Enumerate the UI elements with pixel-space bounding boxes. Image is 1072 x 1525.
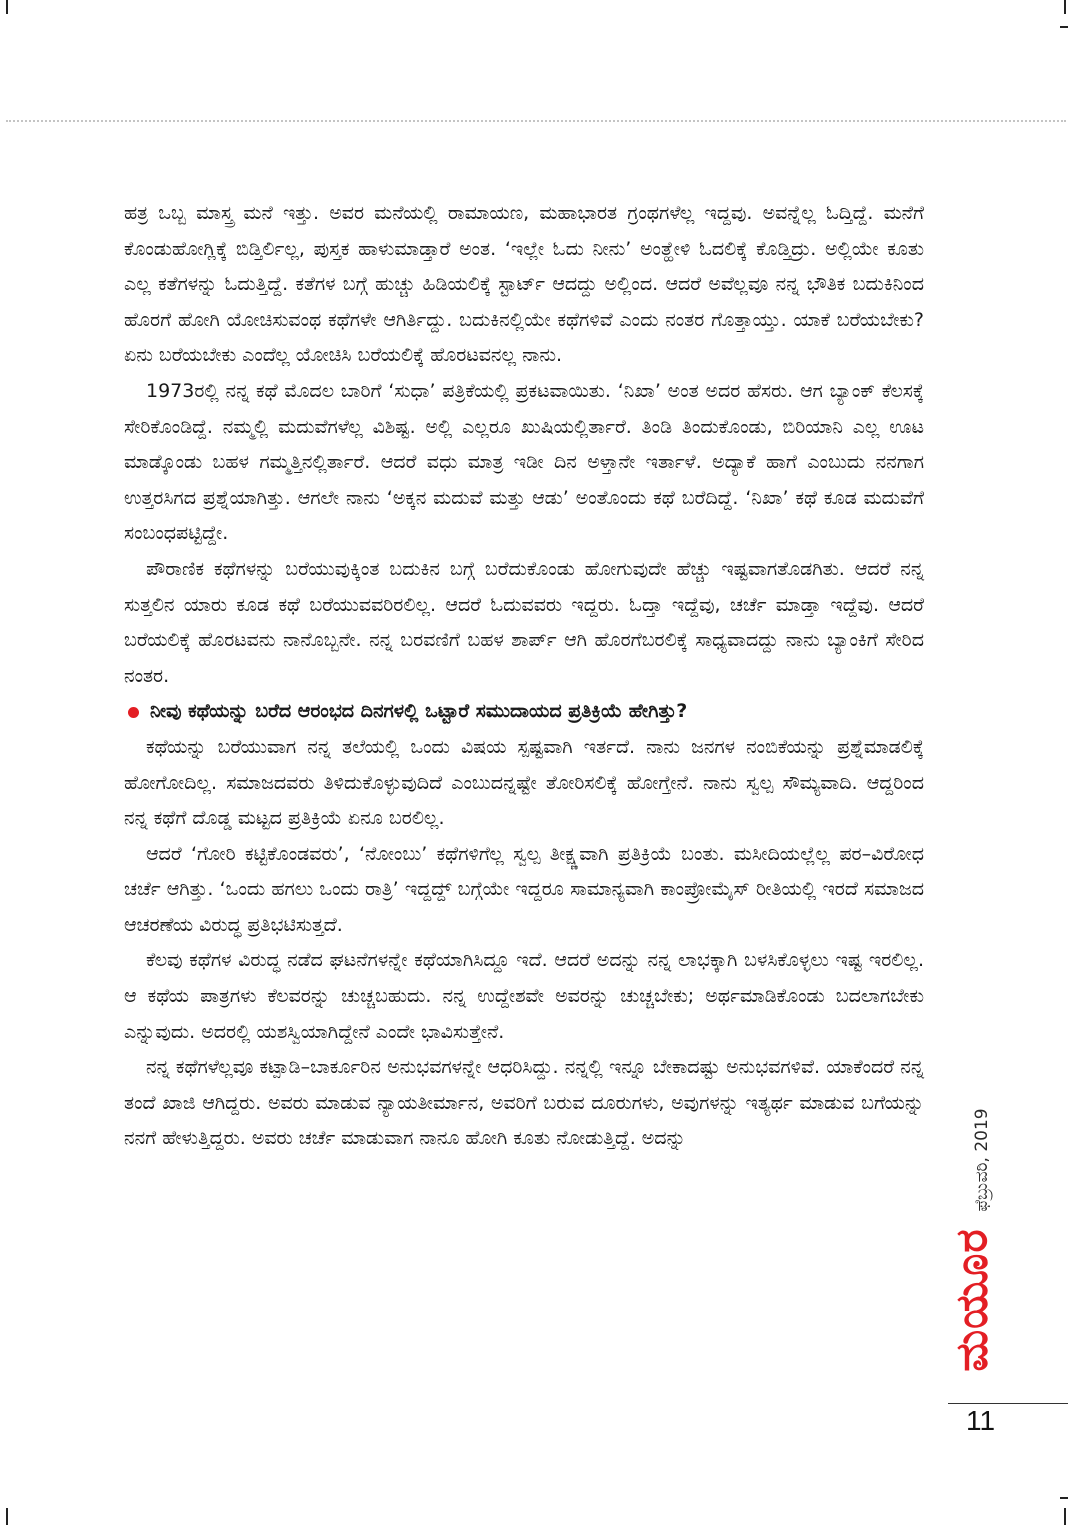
article-body (124, 196, 924, 1157)
page-number: 11 (966, 1405, 996, 1436)
crop-mark-bottom-left (6, 1508, 8, 1525)
answer-paragraph: ಕೆಲವು ಕಥೆಗಳ ವಿರುದ್ಧ ನಡೆದ ಘಟನೆಗಳನ್ನೇ ಕಥೆಯಾಗಿಸಿದ್ದೂ ಇದೆ. ಆದರೆ ಅದನ್ನು ನನ್ನ ಲಾಭಕ್ಕಾಗಿ ಬಳಸಿಕೊಳ್ಳಲು ಇಷ್ಟ ಇರಲಿಲ್ಲ. ಆ ಕಥೆಯ ಪಾತ್ರಗಳು ಕೆಲವರನ್ನು ಚುಚ್ಚಬಹುದು. ನನ್ನ ಉದ್ದೇಶವೇ ಅವರನ್ನು ಚುಚ್ಚಬೇಕು; ಅರ್ಥಮಾಡಿಕೊಂಡು ಬದಲಾಗಬೇಕು ಎನ್ನುವುದು. ಅದರಲ್ಲಿ ಯಶಸ್ವಿಯಾಗಿದ್ದೇನೆ ಎಂದೇ ಭಾವಿಸುತ್ತೇನೆ. (124, 949, 924, 1043)
magazine-logo: ಮಯೂರ (946, 1228, 998, 1372)
header-dotted-rule (6, 120, 1066, 122)
paragraph: ಹತ್ರ ಒಬ್ಬ ಮಾಸ್ತ್ರ ಮನೆ ಇತ್ತು. ಅವರ ಮನೆಯಲ್ಲಿ ರಾಮಾಯಣ, ಮಹಾಭಾರತ ಗ್ರಂಥಗಳೆಲ್ಲ ಇದ್ದವು. ಅವನ್ನೆಲ್ಲ ಓದ್ತಿದ್ದೆ. ಮನೆಗೆ ಕೊಂಡುಹೋಗ್ಲಿಕ್ಕೆ ಬಿಡ್ತಿರ್ಲಿಲ್ಲ, ಪುಸ್ತಕ ಹಾಳುಮಾಡ್ತಾರೆ ಅಂತ. ‘ಇಲ್ಲೇ ಓದು ನೀನು’ ಅಂತ್ಹೇಳಿ ಓದಲಿಕ್ಕೆ ಕೊಡ್ತಿದ್ರು. ಅಲ್ಲಿಯೇ ಕೂತು ಎಲ್ಲ ಕತೆಗಳನ್ನು ಓದುತ್ತಿದ್ದೆ. ಕತೆಗಳ ಬಗ್ಗೆ ಹುಚ್ಚು ಹಿಡಿಯಲಿಕ್ಕೆ ಸ್ಟಾರ್ಟ್ ಆದದ್ದು ಅಲ್ಲಿಂದ. ಆದರೆ ಅವೆಲ್ಲವೂ ನನ್ನ ಭೌತಿಕ ಬದುಕಿನಿಂದ ಹೊರಗೆ ಹೋಗಿ ಯೋಚಿಸುವಂಥ ಕಥೆಗಳೇ ಆಗಿರ್ತಿದ್ದು. ಬದುಕಿನಲ್ಲಿಯೇ ಕಥೆಗಳಿವೆ ಎಂದು ನಂತರ ಗೊತ್ತಾಯ್ತು. ಯಾಕೆ ಬರೆಯಬೇಕು? ಏನು ಬರೆಯಬೇಕು ಎಂದೆಲ್ಲ ಯೋಚಿಸಿ ಬರೆಯಲಿಕ್ಕೆ ಹೊರಟವನಲ್ಲ ನಾನು. (124, 202, 924, 367)
issue-date: ಫೆಬ್ರುವರಿ, 2019 (972, 1108, 992, 1212)
interview-question (124, 694, 924, 730)
page-number-rule (948, 1403, 1068, 1404)
answer-paragraph: ಆದರೆ ‘ಗೋರಿ ಕಟ್ಟಿಕೊಂಡವರು’, ‘ನೋಂಬು’ ಕಥೆಗಳಿಗೆಲ್ಲ ಸ್ವಲ್ಪ ತೀಕ್ಷ್ಣವಾಗಿ ಪ್ರತಿಕ್ರಿಯೆ ಬಂತು. ಮಸೀದಿಯಲ್ಲೆಲ್ಲ ಪರ–ವಿರೋಧ ಚರ್ಚೆ ಆಗಿತ್ತು. ‘ಒಂದು ಹಗಲು ಒಂದು ರಾತ್ರಿ’ ಇದ್ದದ್ದ್ ಬಗ್ಗೆಯೇ ಇದ್ದರೂ ಸಾಮಾನ್ಯವಾಗಿ ಕಾಂಪ್ರೋಮೈಸ್ ರೀತಿಯಲ್ಲಿ ಇರದೆ ಸಮಾಜದ ಆಚರಣೆಯ ವಿರುದ್ಧ ಪ್ರತಿಭಟಿಸುತ್ತದೆ. (124, 842, 924, 936)
crop-mark-bottom-right (1064, 1508, 1066, 1525)
paragraph: ಪೌರಾಣಿಕ ಕಥೆಗಳನ್ನು ಬರೆಯುವುಕ್ಕಿಂತ ಬದುಕಿನ ಬಗ್ಗೆ ಬರೆದುಕೊಂಡು ಹೋಗುವುದೇ ಹೆಚ್ಚು ಇಷ್ಟವಾಗತೊಡಗಿತು. ಆದರೆ ನನ್ನ ಸುತ್ತಲಿನ ಯಾರು ಕೂಡ ಕಥೆ ಬರೆಯುವವರಿರಲಿಲ್ಲ. ಆದರೆ ಓದುವವರು ಇದ್ದರು. ಓದ್ತಾ ಇದ್ದೆವು, ಚರ್ಚೆ ಮಾಡ್ತಾ ಇದ್ದೆವು. ಆದರೆ ಬರೆಯಲಿಕ್ಕೆ ಹೊರಟವನು ನಾನೊಬ್ಬನೇ. ನನ್ನ ಬರವಣಿಗೆ ಬಹಳ ಶಾರ್ಪ್ ಆಗಿ ಹೊರಗೆಬರಲಿಕ್ಕೆ ಸಾಧ್ಯವಾದದ್ದು ನಾನು ಬ್ಯಾಂಕಿಗೆ ಸೇರಿದ ನಂತರ. (124, 557, 924, 687)
crop-mark-right-upper (1060, 26, 1068, 28)
paragraph: 1973ರಲ್ಲಿ ನನ್ನ ಕಥೆ ಮೊದಲ ಬಾರಿಗೆ ‘ಸುಧಾ’ ಪತ್ರಿಕೆಯಲ್ಲಿ ಪ್ರಕಟವಾಯಿತು. ‘ನಿಖಾ’ ಅಂತ ಅದರ ಹೆಸರು. ಆಗ ಬ್ಯಾಂಕ್ ಕೆಲಸಕ್ಕೆ ಸೇರಿಕೊಂಡಿದ್ದೆ. ನಮ್ಮಲ್ಲಿ ಮದುವೆಗಳೆಲ್ಲ ವಿಶಿಷ್ಟ. ಅಲ್ಲಿ ಎಲ್ಲರೂ ಖುಷಿಯಲ್ಲಿರ್ತಾರೆ. ತಿಂಡಿ ತಿಂದುಕೊಂಡು, ಬಿರಿಯಾನಿ ಎಲ್ಲ ಊಟ ಮಾಡ್ಕೊಂಡು ಬಹಳ ಗಮ್ಮತ್ತಿನಲ್ಲಿರ್ತಾರೆ. ಆದರೆ ವಧು ಮಾತ್ರ ಇಡೀ ದಿನ ಅಳ್ತಾನೇ ಇರ್ತಾಳೆ. ಅದ್ಯಾಕೆ ಹಾಗೆ ಎಂಬುದು ನನಗಾಗ ಉತ್ತರಸಿಗದ ಪ್ರಶ್ನೆಯಾಗಿತ್ತು. ಆಗಲೇ ನಾನು ‘ಅಕ್ಕನ ಮದುವೆ ಮತ್ತು ಆಡು’ ಅಂತೊಂದು ಕಥೆ ಬರೆದಿದ್ದೆ. ‘ನಿಖಾ’ ಕಥೆ ಕೂಡ ಮದುವೆಗೆ ಸಂಬಂಧಪಟ್ಟಿದ್ದೇ. (124, 379, 924, 545)
red-bullet-icon (128, 707, 139, 718)
answer-paragraph: ನನ್ನ ಕಥೆಗಳೆಲ್ಲವೂ ಕಟ್ಪಾಡಿ–ಬಾರ್ಕೂರಿನ ಅನುಭವಗಳನ್ನೇ ಆಧರಿಸಿದ್ದು. ನನ್ನಲ್ಲಿ ಇನ್ನೂ ಬೇಕಾದಷ್ಟು ಅನುಭವಗಳಿವೆ. ಯಾಕೆಂದರೆ ನನ್ನ ತಂದೆ ಖಾಜಿ ಆಗಿದ್ದರು. ಅವರು ಮಾಡುವ ನ್ಯಾಯತೀರ್ಮಾನ, ಅವರಿಗೆ ಬರುವ ದೂರುಗಳು, ಅವುಗಳನ್ನು ಇತ್ಯರ್ಥ ಮಾಡುವ ಬಗೆಯನ್ನು ನನಗೆ ಹೇಳುತ್ತಿದ್ದರು. ಅವರು ಚರ್ಚೆ ಮಾಡುವಾಗ ನಾನೂ ಹೋಗಿ ಕೂತು ನೋಡುತ್ತಿದ್ದೆ. ಅದನ್ನು (124, 1056, 924, 1150)
crop-mark-right-lower (1060, 1497, 1068, 1499)
crop-mark-top-right (1064, 0, 1066, 14)
question-text: ನೀವು ಕಥೆಯನ್ನು ಬರೆದ ಆರಂಭದ ದಿನಗಳಲ್ಲಿ ಒಟ್ಟಾರೆ ಸಮುದಾಯದ ಪ್ರತಿಕ್ರಿಯೆ ಹೇಗಿತ್ತು? (150, 700, 688, 723)
answer-paragraph: ಕಥೆಯನ್ನು ಬರೆಯುವಾಗ ನನ್ನ ತಲೆಯಲ್ಲಿ ಒಂದು ವಿಷಯ ಸ್ಪಷ್ಟವಾಗಿ ಇರ್ತದೆ. ನಾನು ಜನಗಳ ನಂಬಿಕೆಯನ್ನು ಪ್ರಶ್ನೆಮಾಡಲಿಕ್ಕೆ ಹೋಗೋದಿಲ್ಲ. ಸಮಾಜದವರು ತಿಳಿದುಕೊಳ್ಳುವುದಿದೆ ಎಂಬುದನ್ನಷ್ಟೇ ತೋರಿಸಲಿಕ್ಕೆ ಹೋಗ್ತೇನೆ. ನಾನು ಸ್ವಲ್ಪ ಸೌಮ್ಯವಾದಿ. ಆದ್ದರಿಂದ ನನ್ನ ಕಥೆಗೆ ದೊಡ್ಡ ಮಟ್ಟದ ಪ್ರತಿಕ್ರಿಯೆ ಏನೂ ಬರಲಿಲ್ಲ. (124, 735, 924, 830)
crop-mark-top-left (6, 0, 8, 14)
